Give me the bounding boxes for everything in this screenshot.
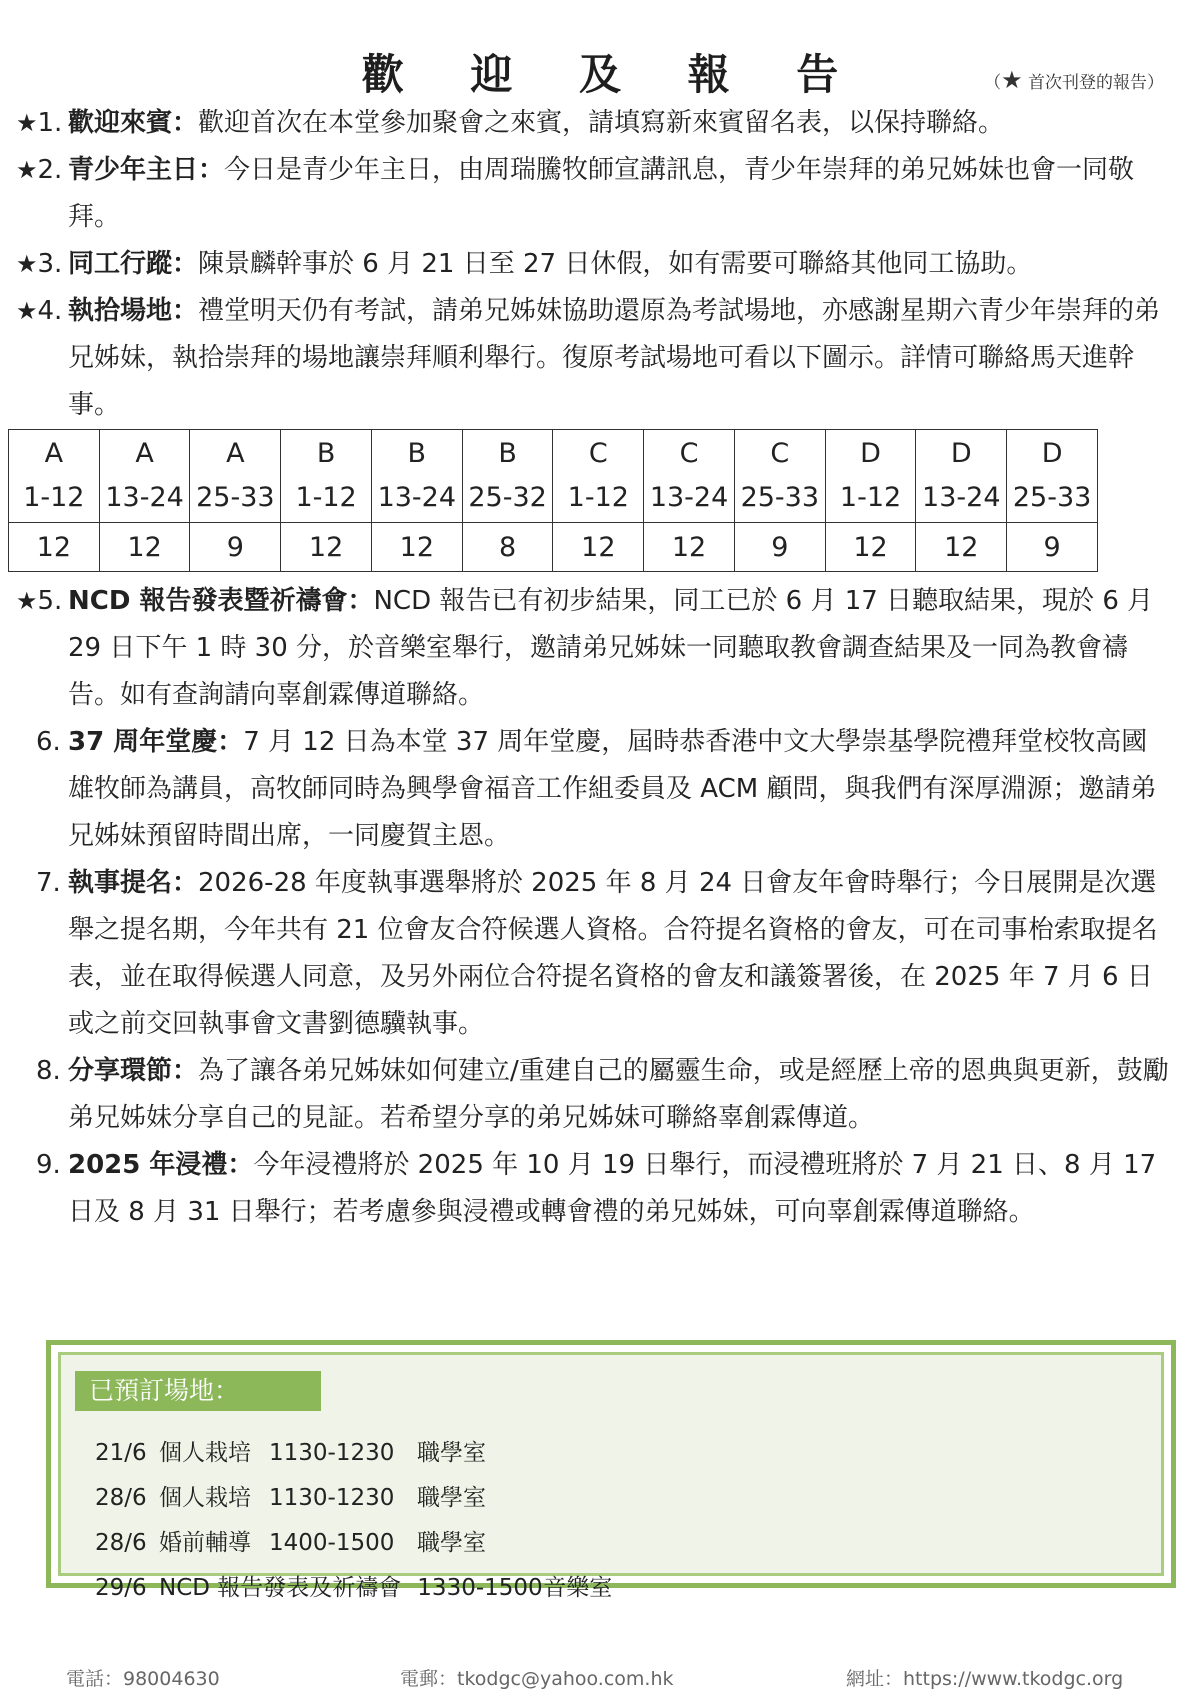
item-body: 歡迎首次在本堂參加聚會之來賓，請填寫新來賓留名表，以保持聯絡。 bbox=[198, 108, 1005, 138]
table-header-cell bbox=[825, 430, 916, 523]
note-open-paren: （ bbox=[984, 73, 1002, 93]
item-number: 1. bbox=[37, 108, 63, 138]
table-value-cell: 12 bbox=[371, 523, 462, 572]
booking-activity: 婚前輔導 bbox=[159, 1530, 251, 1556]
note-text: 首次刊登的報告） bbox=[1028, 73, 1164, 93]
booking-activity: 個人栽培 bbox=[159, 1440, 251, 1466]
announcement-item bbox=[16, 578, 1171, 719]
booked-venues-inner bbox=[58, 1352, 1164, 1601]
table-header-cell bbox=[9, 430, 100, 523]
item-number: 6. bbox=[36, 727, 61, 757]
page-title: 歡 迎 及 報 告 bbox=[361, 50, 865, 99]
item-body: 2026-28 年度執事選舉將於 2025 年 8 月 24 日會友年會時舉行；今日展開是次選舉之提名期，今年共有 21 位會友合符候選人資格。合符提名資格的會友，可在司事枱索取提名表，並在取得候選人同意，及另外兩位合符提名資格的會友和議簽署後，在 2025 年 7 月 6 日或之前交回執事會文書劉德驥執事。 bbox=[68, 868, 1158, 1039]
table-value-cell: 12 bbox=[281, 523, 372, 572]
table-value-cell: 12 bbox=[916, 523, 1007, 572]
item-marker bbox=[36, 860, 68, 907]
item-body: 為了讓各弟兄姊妹如何建立/重建自己的屬靈生命，或是經歷上帝的恩典與更新，鼓勵弟兄姊妹分享自己的見証。若希望分享的弟兄姊妹可聯絡辜創霖傳道。 bbox=[68, 1056, 1169, 1133]
star-icon: ★ bbox=[16, 587, 38, 615]
item-number: 4. bbox=[37, 296, 63, 326]
item-number: 8. bbox=[36, 1056, 61, 1086]
booking-time: 1130-1230 bbox=[269, 1440, 395, 1466]
announcement-item bbox=[16, 1048, 1171, 1142]
item-body: 7 月 12 日為本堂 37 周年堂慶，屆時恭香港中文大學崇基學院禮拜堂校牧高國雄牧師為講員，高牧師同時為興學會福音工作組委員及 ACM 顧問，與我們有深厚淵源；邀請弟兄姊妹預留時間出席，一同慶賀主恩。 bbox=[68, 727, 1157, 851]
seat-range: 1-12 bbox=[839, 482, 902, 513]
booking-date: 21/6 bbox=[95, 1440, 147, 1466]
item-heading: 2025 年浸禮： bbox=[68, 1150, 254, 1180]
booking-row bbox=[95, 1431, 612, 1476]
zone-label: C bbox=[679, 438, 699, 469]
item-marker bbox=[16, 241, 68, 288]
item-marker bbox=[16, 100, 68, 147]
seat-range: 13-24 bbox=[377, 482, 457, 513]
booked-venues-list bbox=[95, 1431, 612, 1611]
table-header-cell bbox=[371, 430, 462, 523]
venue-layout-table bbox=[8, 429, 1098, 572]
item-marker bbox=[16, 288, 68, 335]
booked-venues-box bbox=[46, 1340, 1176, 1601]
booking-activity: 個人栽培 bbox=[159, 1485, 251, 1511]
footer-phone: 電話：98004630 bbox=[66, 1668, 220, 1690]
item-body: NCD 報告已有初步結果，同工已於 6 月 17 日聽取結果，現於 6 月 29 日下午 1 時 30 分，於音樂室舉行，邀請弟兄姊妹一同聽取教會調查結果及一同為教會禱告。如有查詢請向辜創霖傳道聯絡。 bbox=[68, 586, 1154, 710]
booking-row bbox=[95, 1476, 612, 1521]
zone-label: A bbox=[226, 438, 245, 469]
table-header-cell bbox=[553, 430, 644, 523]
booking-time: 1330-1500 bbox=[417, 1575, 543, 1601]
item-heading: 青少年主日： bbox=[68, 155, 225, 185]
table-value-cell: 12 bbox=[825, 523, 916, 572]
zone-label: B bbox=[498, 438, 517, 469]
booking-date: 29/6 bbox=[95, 1575, 147, 1601]
booking-time: 1400-1500 bbox=[269, 1530, 395, 1556]
announcement-item bbox=[16, 241, 1171, 288]
seat-range: 13-24 bbox=[105, 482, 184, 513]
booking-date: 28/6 bbox=[95, 1485, 147, 1511]
announcement-list bbox=[16, 100, 1171, 1236]
zone-label: D bbox=[950, 438, 972, 469]
seat-range: 25-33 bbox=[740, 482, 820, 513]
item-body: 禮堂明天仍有考試，請弟兄姊妹協助還原為考試場地，亦感謝星期六青少年崇拜的弟兄姊妹，執拾崇拜的場地讓崇拜順利舉行。復原考試場地可看以下圖示。詳情可聯絡馬天進幹事。 bbox=[68, 296, 1161, 420]
item-body: 今年浸禮將於 2025 年 10 月 19 日舉行，而浸禮班將於 7 月 21 日、8 月 17 日及 8 月 31 日舉行；若考慮參與浸禮或轉會禮的弟兄姊妹，可向辜創霖傳道聯絡。 bbox=[68, 1150, 1157, 1227]
announcement-item bbox=[16, 147, 1171, 241]
table-value-cell: 12 bbox=[644, 523, 735, 572]
booking-room: 職學室 bbox=[417, 1485, 486, 1511]
zone-label: B bbox=[407, 438, 427, 469]
star-icon: ★ bbox=[16, 250, 38, 278]
seat-range: 25-32 bbox=[468, 482, 547, 513]
item-heading: 同工行蹤： bbox=[68, 249, 199, 279]
zone-label: D bbox=[1041, 438, 1063, 469]
table-header-cell bbox=[190, 430, 281, 523]
item-marker bbox=[36, 1048, 68, 1095]
booking-time: 1130-1230 bbox=[269, 1485, 395, 1511]
zone-label: A bbox=[44, 438, 64, 469]
table-value-cell: 12 bbox=[9, 523, 100, 572]
item-heading: 執事提名： bbox=[68, 868, 199, 898]
item-number: 7. bbox=[36, 868, 61, 898]
item-marker bbox=[16, 578, 68, 625]
seat-range: 1-12 bbox=[23, 482, 85, 513]
table-header-cell bbox=[644, 430, 735, 523]
seat-range: 1-12 bbox=[567, 482, 629, 513]
booking-room: 職學室 bbox=[417, 1440, 486, 1466]
announcement-item bbox=[16, 288, 1171, 429]
announcement-item bbox=[16, 100, 1171, 147]
star-icon: ★ bbox=[1001, 66, 1023, 94]
item-heading: 37 周年堂慶： bbox=[68, 727, 244, 757]
seat-range: 13-24 bbox=[922, 482, 1001, 513]
zone-label: B bbox=[316, 438, 336, 469]
star-icon: ★ bbox=[16, 109, 38, 137]
item-number: 9. bbox=[36, 1150, 61, 1180]
booking-room: 職學室 bbox=[417, 1530, 486, 1556]
table-header-cell bbox=[734, 430, 825, 523]
item-marker bbox=[16, 147, 68, 194]
item-heading: NCD 報告發表暨祈禱會： bbox=[68, 586, 374, 616]
item-body: 今日是青少年主日，由周瑞騰牧師宣講訊息，青少年崇拜的弟兄姊妹也會一同敬拜。 bbox=[68, 155, 1135, 232]
item-heading: 分享環節： bbox=[68, 1056, 199, 1086]
booking-activity: NCD 報告發表及祈禱會 bbox=[159, 1575, 402, 1601]
zone-label: C bbox=[588, 438, 608, 469]
item-number: 2. bbox=[37, 155, 63, 185]
footer-email: 電郵：tkodgc@yahoo.com.hk bbox=[400, 1668, 674, 1690]
seat-range: 1-12 bbox=[295, 482, 357, 513]
table-value-cell: 9 bbox=[1007, 523, 1098, 572]
item-body: 陳景麟幹事於 6 月 21 日至 27 日休假，如有需要可聯絡其他同工協助。 bbox=[198, 249, 1033, 279]
booking-row bbox=[95, 1521, 612, 1566]
seat-range: 25-33 bbox=[196, 482, 275, 513]
table-header-cell bbox=[281, 430, 372, 523]
star-icon: ★ bbox=[16, 156, 38, 184]
booked-venues-label: 已預訂場地： bbox=[75, 1371, 321, 1411]
first-publication-note bbox=[984, 66, 1164, 94]
table-header-cell bbox=[462, 430, 553, 523]
item-heading: 歡迎來賓： bbox=[68, 108, 199, 138]
announcement-item bbox=[16, 1142, 1171, 1236]
table-value-cell: 9 bbox=[734, 523, 825, 572]
footer-website[interactable]: 網址：https://www.tkodgc.org bbox=[846, 1668, 1124, 1690]
table-header-cell bbox=[99, 430, 190, 523]
booking-date: 28/6 bbox=[95, 1530, 147, 1556]
table-value-cell: 12 bbox=[553, 523, 644, 572]
table-header-cell bbox=[916, 430, 1007, 523]
item-heading: 執拾場地： bbox=[68, 296, 199, 326]
seat-range: 25-33 bbox=[1012, 482, 1092, 513]
table-value-cell: 9 bbox=[190, 523, 281, 572]
announcement-item bbox=[16, 860, 1171, 1048]
zone-label: A bbox=[135, 438, 154, 469]
booking-row bbox=[95, 1566, 612, 1611]
announcement-item bbox=[16, 719, 1171, 860]
table-header-cell bbox=[1007, 430, 1098, 523]
item-number: 5. bbox=[37, 586, 63, 616]
item-marker bbox=[36, 719, 68, 766]
booking-room: 音樂室 bbox=[543, 1575, 613, 1601]
item-number: 3. bbox=[37, 249, 63, 279]
zone-label: D bbox=[860, 438, 881, 469]
table-value-cell: 8 bbox=[462, 523, 553, 572]
table-value-cell: 12 bbox=[99, 523, 190, 572]
zone-label: C bbox=[770, 438, 790, 469]
item-marker bbox=[36, 1142, 68, 1189]
seat-range: 13-24 bbox=[649, 482, 729, 513]
star-icon: ★ bbox=[16, 297, 38, 325]
